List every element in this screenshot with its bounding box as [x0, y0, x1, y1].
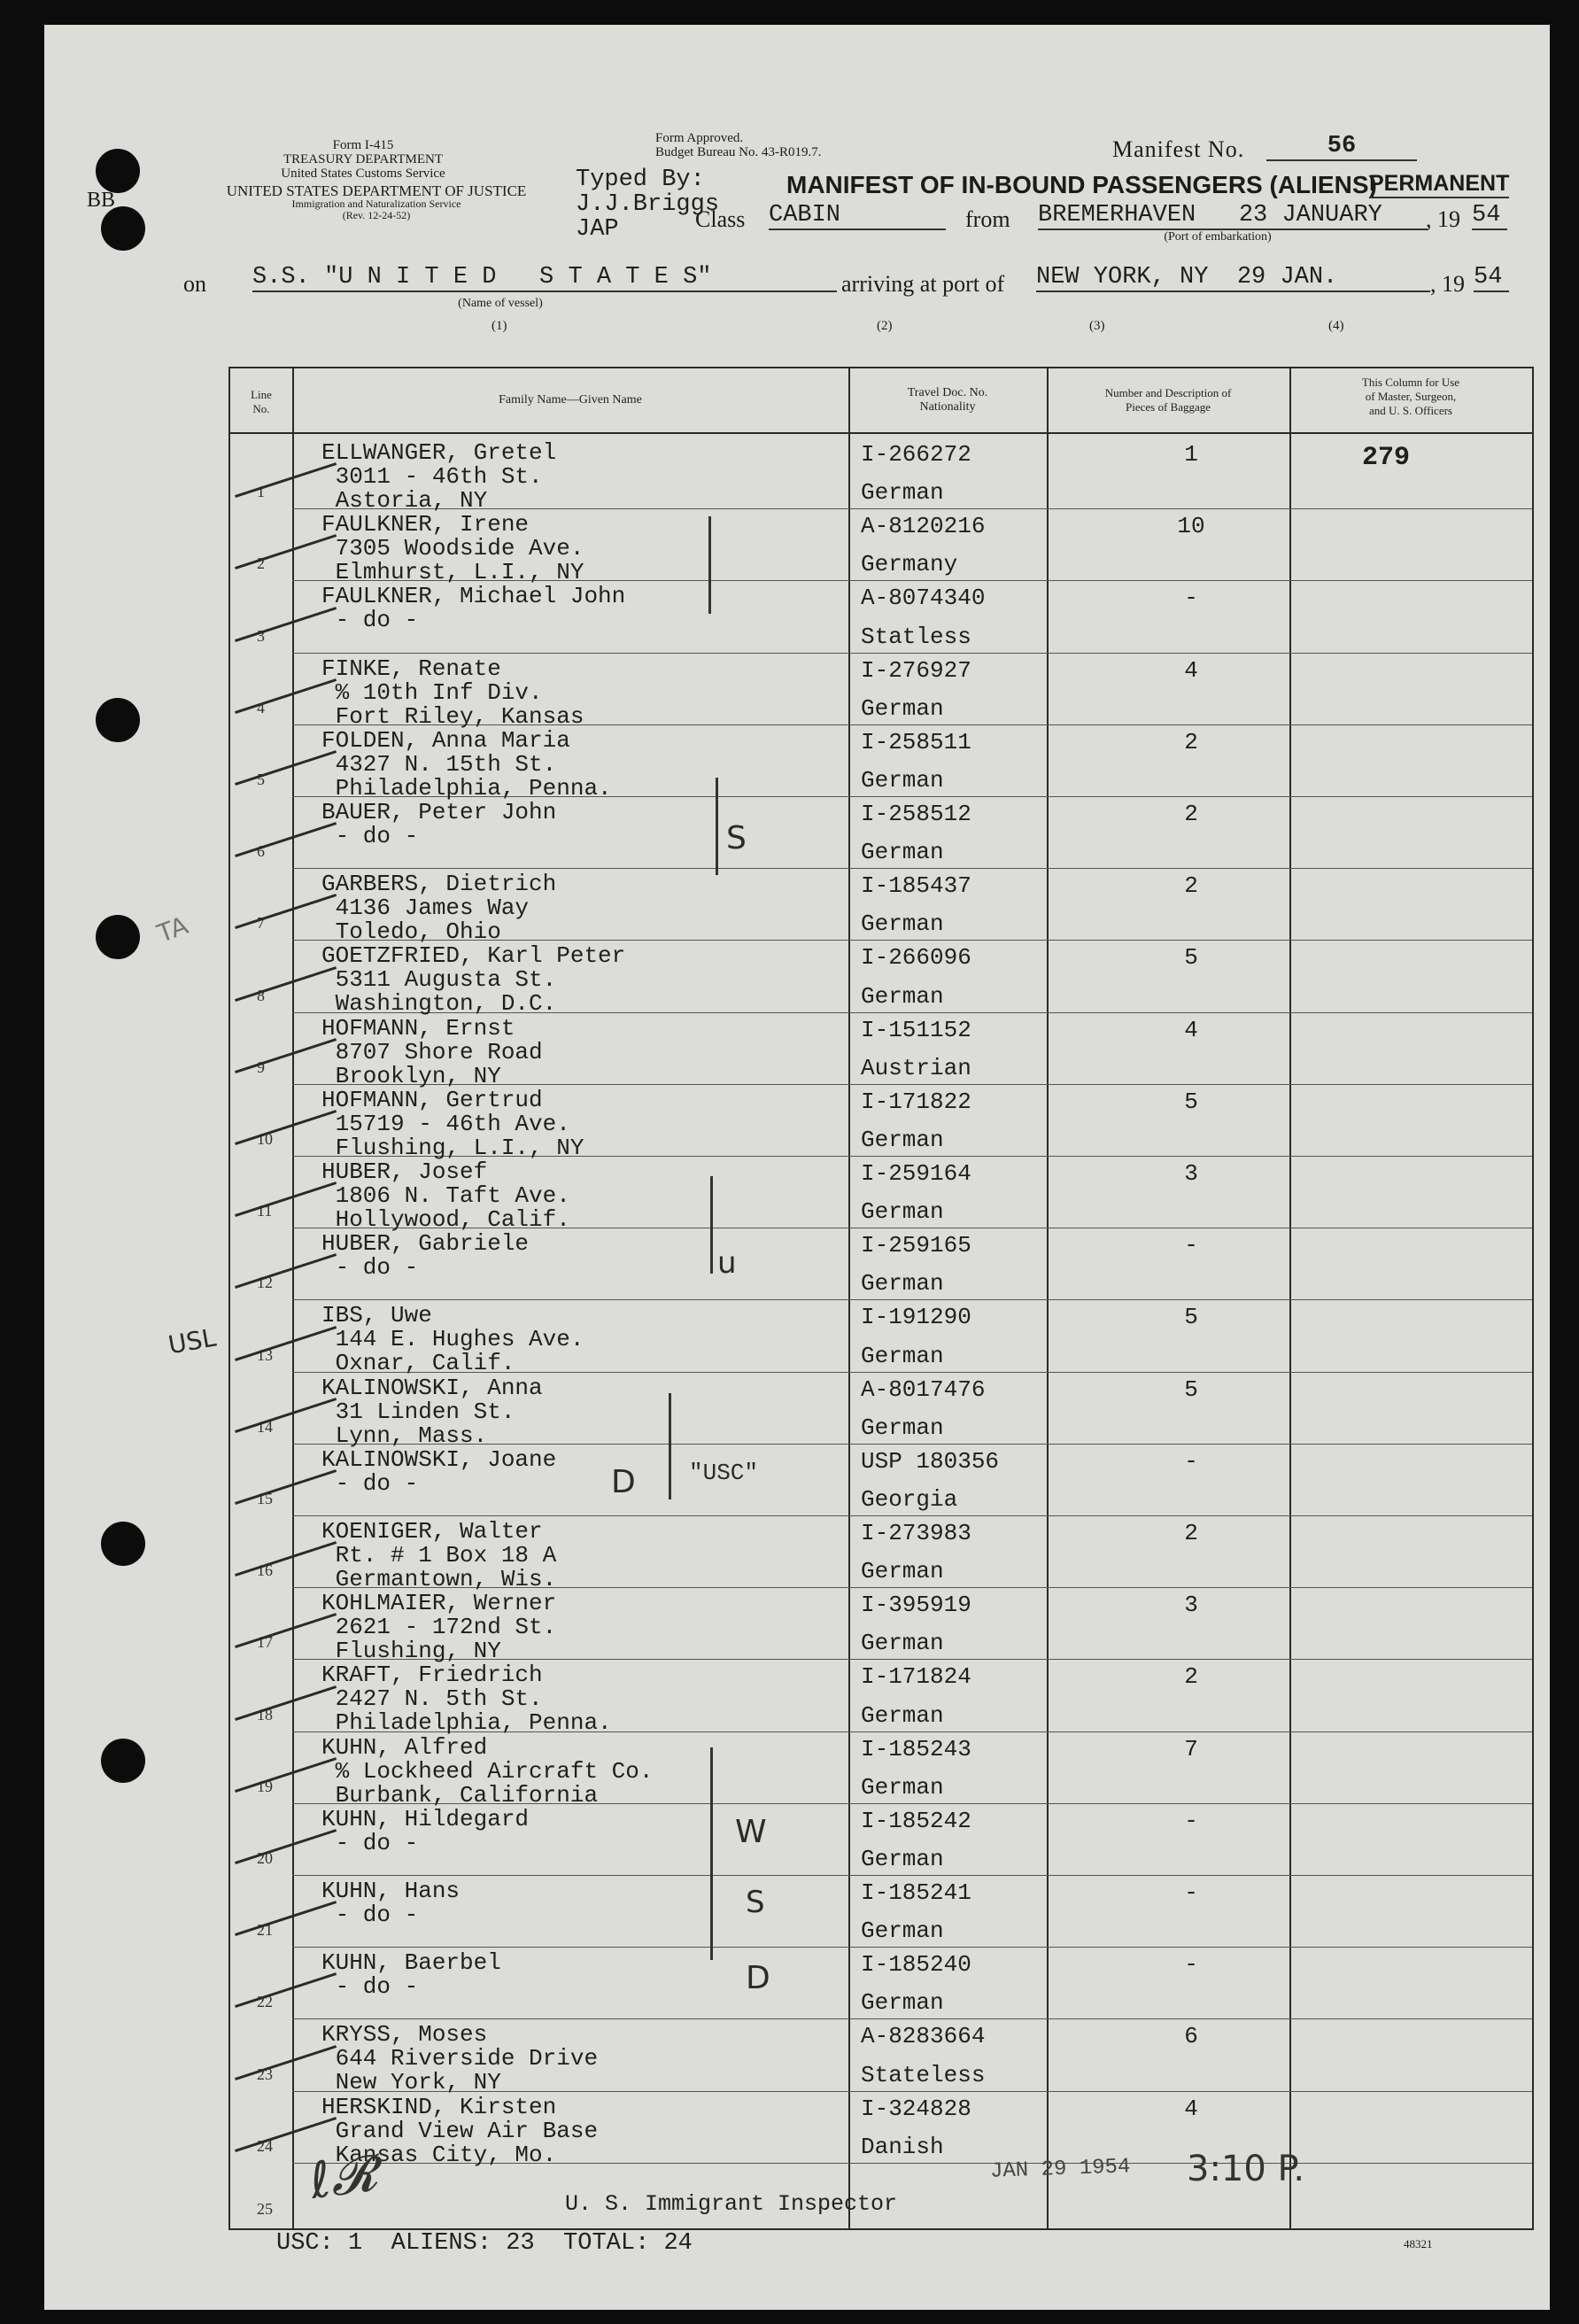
check-mark: [226, 1081, 337, 1145]
check-mark: [226, 937, 337, 1001]
travel-doc-number: I-185241: [861, 1879, 971, 1906]
passenger-name: KOENIGER, Walter Rt. # 1 Box 18 A Germantown, Wis.: [321, 1518, 557, 1592]
embarkation-port: [1038, 202, 1428, 230]
check-mark: [226, 1656, 337, 1720]
line-number: 3: [257, 626, 265, 645]
passenger-name: KRAFT, Friedrich 2427 N. 5th St. Philadelphia, Penna.: [321, 1662, 612, 1737]
stamp-date: JAN 29 1954: [989, 2155, 1131, 2184]
passenger-name: FAULKNER, Michael John - do -: [321, 583, 626, 634]
check-mark: [226, 1153, 337, 1217]
check-mark: [226, 1225, 337, 1289]
punch-hole: [96, 698, 140, 742]
table-row: [230, 581, 1532, 653]
punch-hole: [101, 1522, 145, 1566]
travel-doc-number: I-171822: [861, 1088, 971, 1115]
letter-s: S: [726, 820, 747, 856]
line-number: 19: [257, 1777, 273, 1795]
passenger-name: KUHN, Hildegard - do -: [321, 1805, 530, 1856]
passenger-name: KUHN, Hans - do -: [321, 1878, 461, 1928]
table-row: [230, 1948, 1532, 2019]
baggage-count: 4: [1184, 656, 1198, 684]
col-num-2: (2): [877, 319, 893, 333]
col-num-4: (4): [1328, 319, 1344, 333]
nationality: German: [861, 1342, 944, 1369]
arriving-label: arriving at port of: [841, 271, 1005, 297]
passenger-name: HOFMANN, Ernst 8707 Shore Road Brooklyn, NY: [321, 1014, 543, 1089]
table-row: [230, 1804, 1532, 1876]
nationality: German: [861, 1989, 944, 2017]
check-mark: [226, 577, 337, 641]
table-row: [230, 1588, 1532, 1665]
line-number: 9: [257, 1057, 265, 1076]
baggage-count: -: [1184, 585, 1198, 612]
nationality: German: [861, 1414, 944, 1441]
header-doc: Travel Doc. No. Nationality: [907, 386, 988, 414]
table-row: [230, 1445, 1532, 1516]
baggage-count: 10: [1177, 513, 1205, 540]
nationality: German: [861, 1773, 944, 1801]
bracket-mark: [708, 516, 711, 614]
permanent-label: PERMANENT: [1369, 171, 1509, 198]
table-row: [230, 1157, 1532, 1233]
passenger-name: FINKE, Renate % 10th Inf Div. Fort Riley, Kansas: [321, 655, 584, 730]
on-label: on: [183, 271, 206, 297]
table-row: [230, 797, 1532, 869]
form-code: 48321: [1404, 2237, 1433, 2250]
line-number: 5: [257, 770, 265, 788]
arrival-port: NEW YORK, NY 29 JAN.: [1036, 264, 1430, 292]
line-number: 18: [257, 1705, 273, 1724]
table-row: [230, 869, 1532, 946]
nationality: German: [861, 1630, 944, 1657]
nationality: German: [861, 1845, 944, 1872]
nationality: German: [861, 1198, 944, 1226]
check-mark: [226, 1801, 337, 1864]
travel-doc-number: I-185243: [861, 1735, 971, 1762]
passenger-name: HUBER, Gabriele - do -: [321, 1230, 530, 1282]
line-number: 10: [257, 1129, 273, 1148]
line-number: 16: [257, 1561, 273, 1580]
table-row: [230, 1516, 1532, 1592]
check-mark: [226, 1369, 337, 1433]
manifest-title: MANIFEST OF IN-BOUND PASSENGERS (ALIENS): [786, 171, 1377, 198]
manifest-number: 56: [1266, 133, 1417, 161]
passenger-name: FAULKNER, Irene 7305 Woodside Ave. Elmhurst, L.I., NY: [321, 511, 584, 586]
passenger-table: [228, 367, 1534, 2230]
baggage-count: 5: [1184, 944, 1198, 972]
punch-hole: [101, 1739, 145, 1783]
check-mark: [226, 1441, 337, 1505]
check-mark: [226, 1729, 337, 1793]
check-mark: [226, 434, 337, 498]
check-mark: [226, 1297, 337, 1360]
stamp-time: 3:10 P.: [1187, 2149, 1305, 2189]
travel-doc-number: I-185437: [861, 872, 971, 900]
baggage-count: 1: [1184, 441, 1198, 468]
table-row: [230, 1660, 1532, 1737]
travel-doc-number: I-259165: [861, 1232, 971, 1259]
officer-entry: 279: [1361, 443, 1410, 473]
manifest-page: [44, 25, 1550, 2310]
baggage-count: 4: [1184, 1016, 1198, 1043]
baggage-count: -: [1184, 1232, 1198, 1259]
port-caption: (Port of embarkation): [1164, 230, 1272, 244]
line-number: 2: [257, 554, 265, 573]
year-suffix: 54: [1472, 202, 1507, 230]
passenger-name: KOHLMAIER, Werner 2621 - 172nd St. Flushing, NY: [321, 1590, 557, 1665]
nationality: German: [861, 1917, 944, 1945]
letter-s-2: S: [746, 1885, 765, 1920]
check-mark: [226, 2016, 337, 2080]
vessel-name: S.S. "U N I T E D S T A T E S": [252, 264, 837, 292]
letter-d: D: [746, 1960, 770, 1996]
table-row: [230, 1732, 1532, 1809]
baggage-count: -: [1184, 1447, 1198, 1475]
baggage-count: -: [1184, 1807, 1198, 1834]
class-label: Class: [695, 206, 746, 232]
check-mark: [226, 794, 337, 857]
passenger-name: IBS, Uwe 144 E. Hughes Ave. Oxnar, Calif.: [321, 1302, 584, 1377]
travel-doc-number: I-276927: [861, 656, 971, 684]
line-number: 24: [257, 2136, 273, 2155]
nationality: German: [861, 1701, 944, 1729]
bracket-mark: [669, 1393, 671, 1499]
nationality: Statless: [861, 623, 971, 650]
nationality: German: [861, 694, 944, 722]
nationality: German: [861, 1558, 944, 1585]
table-row: [230, 1228, 1532, 1300]
year-prefix: , 19: [1426, 206, 1460, 232]
punch-hole: [96, 915, 140, 959]
baggage-count: 5: [1184, 1088, 1198, 1115]
table-row: [230, 725, 1532, 802]
baggage-count: 2: [1184, 1520, 1198, 1546]
check-mark: [226, 650, 337, 714]
typed-by-label: Typed By:: [576, 167, 705, 193]
travel-doc-number: I-395919: [861, 1592, 971, 1619]
bracket-mark: [710, 1747, 713, 1960]
passenger-name: FOLDEN, Anna Maria 4327 N. 15th St. Philadelphia, Penna.: [321, 726, 612, 802]
passenger-name: BAUER, Peter John - do -: [321, 799, 557, 849]
travel-doc-number: I-273983: [861, 1520, 971, 1546]
baggage-count: 2: [1184, 1663, 1198, 1691]
line-number: 23: [257, 2064, 273, 2083]
margin-note-usl: USL: [166, 1322, 219, 1360]
line-number: 8: [257, 986, 265, 1004]
letter-d-2: D: [611, 1464, 636, 1500]
nationality: Stateless: [861, 2061, 986, 2088]
col-num-1: (1): [492, 319, 507, 333]
check-mark: [226, 1513, 337, 1576]
line-number: 15: [257, 1489, 273, 1507]
usc-note: "USC": [689, 1460, 759, 1486]
travel-doc-number: I-185242: [861, 1807, 971, 1834]
baggage-count: 2: [1184, 728, 1198, 755]
travel-doc-number: I-258512: [861, 801, 971, 827]
table-row: [230, 2092, 1532, 2168]
line-number: 4: [257, 698, 265, 717]
travel-doc-number: I-191290: [861, 1304, 971, 1331]
travel-doc-number: I-151152: [861, 1016, 971, 1043]
line-number: 1: [257, 483, 265, 501]
line-number: 22: [257, 1993, 273, 2011]
from-label: from: [965, 206, 1010, 232]
totals: USC: 1 ALIENS: 23 TOTAL: 24: [276, 2230, 693, 2257]
line-number: 6: [257, 842, 265, 861]
nationality: German: [861, 479, 944, 507]
line-number: 20: [257, 1848, 273, 1867]
header-line-no: Line No.: [251, 388, 272, 415]
travel-doc-number: I-266096: [861, 944, 971, 972]
line-number: 7: [257, 914, 265, 933]
nationality: German: [861, 982, 944, 1010]
passenger-name: GOETZFRIED, Karl Peter 5311 Augusta St. Washington, D.C.: [321, 942, 626, 1018]
travel-doc-number: A-8283664: [861, 2023, 986, 2050]
form-block: Form I-415 TREASURY DEPARTMENT United States Customs Service: [281, 138, 445, 181]
travel-doc-number: I-258511: [861, 728, 971, 755]
travel-doc-number: A-8074340: [861, 585, 986, 612]
nationality: Georgia: [861, 1485, 958, 1513]
vessel-caption: (Name of vessel): [458, 297, 543, 310]
baggage-count: 5: [1184, 1304, 1198, 1331]
nationality: German: [861, 766, 944, 794]
date-value: 23 JANUARY: [1238, 202, 1382, 229]
margin-note-ta: TA: [153, 910, 192, 949]
arrival-year-suffix: 54: [1474, 264, 1509, 292]
typist-initials: JAP: [576, 216, 619, 243]
table-row: [230, 1300, 1532, 1377]
nationality: German: [861, 910, 944, 938]
class-value: CABIN: [769, 202, 946, 230]
baggage-count: -: [1184, 1879, 1198, 1906]
table-row: [230, 1013, 1532, 1089]
typed-by-name: J.J.Briggs: [576, 191, 720, 218]
letter-u: u: [717, 1245, 737, 1281]
table-row: [230, 941, 1532, 1018]
passenger-name: KUHN, Alfred % Lockheed Aircraft Co. Burbank, California: [321, 1733, 654, 1809]
line-number: 17: [257, 1633, 273, 1652]
passenger-name: GARBERS, Dietrich 4136 James Way Toledo, Ohio: [321, 871, 557, 946]
letter-w: W: [735, 1814, 767, 1850]
table-row: [230, 438, 1532, 514]
baggage-count: 4: [1184, 2095, 1198, 2122]
baggage-count: 6: [1184, 2023, 1198, 2050]
nationality: Austrian: [861, 1054, 971, 1081]
header-baggage: Number and Description of Pieces of Baggage: [1104, 386, 1232, 414]
travel-doc-number: I-266272: [861, 441, 971, 468]
passenger-name: KRYSS, Moses 644 Riverside Drive New York, NY: [321, 2021, 599, 2096]
nationality: German: [861, 1270, 944, 1298]
travel-doc-number: I-324828: [861, 2095, 971, 2122]
passenger-name: HERSKIND, Kirsten Grand View Air Base Kansas City, Mo.: [321, 2093, 599, 2168]
table-row: [230, 1373, 1532, 1449]
table-row: [230, 1085, 1532, 1161]
travel-doc-number: A-8017476: [861, 1375, 986, 1403]
passenger-name: KALINOWSKI, Anna 31 Linden St. Lynn, Mass.: [321, 1374, 543, 1449]
baggage-count: 3: [1184, 1592, 1198, 1619]
inspector-label: U. S. Immigrant Inspector: [565, 2191, 898, 2217]
passenger-name: HUBER, Josef 1806 N. Taft Ave. Hollywood, Calif.: [321, 1158, 570, 1233]
punch-hole: [101, 206, 145, 251]
line-number: 12: [257, 1274, 273, 1292]
col-num-3: (3): [1089, 319, 1105, 333]
baggage-count: 5: [1184, 1375, 1198, 1403]
bracket-mark: [716, 778, 718, 875]
nationality: Germany: [861, 551, 958, 578]
baggage-count: 2: [1184, 801, 1198, 827]
justice-block: UNITED STATES DEPARTMENT OF JUSTICE Immigration and Naturalization Service (Rev. 12-24-52): [226, 182, 527, 221]
travel-doc-number: USP 180356: [861, 1447, 1000, 1475]
passenger-name: HOFMANN, Gertrud 15719 - 46th Ave. Flushing, L.I., NY: [321, 1086, 584, 1161]
baggage-count: 7: [1184, 1735, 1198, 1762]
check-mark: [226, 1872, 337, 1936]
arrival-year-prefix: , 19: [1430, 271, 1465, 297]
passenger-name: KALINOWSKI, Joane - do -: [321, 1445, 557, 1497]
line-number: 21: [257, 1921, 273, 1940]
line-number: 11: [257, 1202, 273, 1220]
passenger-name: ELLWANGER, Gretel 3011 - 46th St. Astoria, NY: [321, 439, 557, 514]
nationality: Danish: [861, 2133, 944, 2160]
code-left: BB: [87, 189, 116, 212]
table-row: [230, 654, 1532, 730]
check-mark: [226, 722, 337, 786]
check-mark: [226, 1010, 337, 1073]
bracket-mark: [710, 1176, 713, 1274]
port-value: BREMERHAVEN: [1038, 202, 1196, 229]
travel-doc-number: I-171824: [861, 1663, 971, 1691]
baggage-count: -: [1184, 1951, 1198, 1979]
check-mark: [226, 1584, 337, 1648]
inspector-signature: ℓ𝓡: [306, 2144, 381, 2211]
line-number: 14: [257, 1417, 273, 1436]
manifest-label: Manifest No.: [1112, 136, 1245, 162]
form-approved: Form Approved. Budget Bureau No. 43-R019.7.: [655, 131, 822, 159]
nationality: German: [861, 839, 944, 866]
line-number-25: 25: [257, 2200, 273, 2218]
nationality: German: [861, 1126, 944, 1153]
check-mark: [226, 865, 337, 929]
table-row: [230, 509, 1532, 586]
header-name: Family Name—Given Name: [499, 393, 642, 407]
punch-hole: [96, 149, 140, 193]
check-mark: [226, 2088, 337, 2152]
travel-doc-number: I-185240: [861, 1951, 971, 1979]
travel-doc-number: I-259164: [861, 1160, 971, 1187]
check-mark: [226, 1944, 337, 2008]
header-officers: This Column for Use of Master, Surgeon, and U. S. Officers: [1361, 376, 1460, 417]
table-row: [230, 2019, 1532, 2096]
baggage-count: 2: [1184, 872, 1198, 900]
table-row: [230, 1876, 1532, 1948]
line-number: 13: [257, 1345, 273, 1364]
passenger-name: KUHN, Baerbel - do -: [321, 1949, 501, 2001]
travel-doc-number: A-8120216: [861, 513, 986, 540]
baggage-count: 3: [1184, 1160, 1198, 1187]
check-mark: [226, 506, 337, 569]
